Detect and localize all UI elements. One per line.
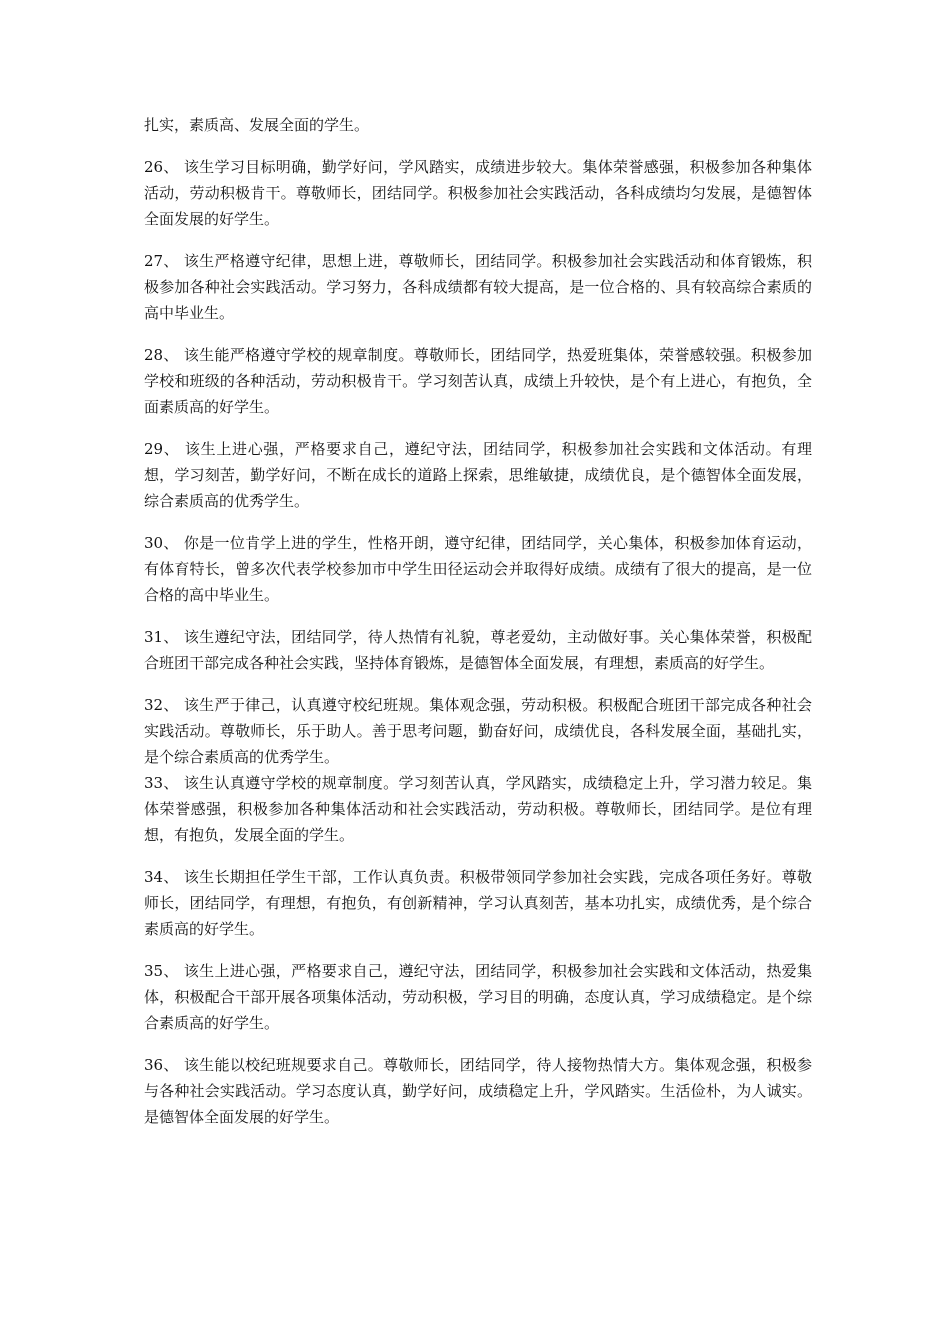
paragraph-34: 34、 该生长期担任学生干部，工作认真负责。积极带领同学参加社会实践，完成各项任务好。尊敬师长，团结同学，有理想，有抱负，有创新精神，学习认真刻苦，基本功扎实，成绩优秀，是个综合素质高的好学生。 [144,868,812,938]
paragraph-32: 32、 该生严于律己，认真遵守校纪班规。集体观念强，劳动积极。积极配合班团干部完成各种社会实践活动。尊敬师长，乐于助人。善于思考问题，勤奋好问，成绩优良，各科发展全面，基础扎实，是个综合素质高的优秀学生。 [144,696,812,766]
paragraph-36: 36、 该生能以校纪班规要求自己。尊敬师长，团结同学，待人接物热情大方。集体观念强，积极参与各种社会实践活动。学习态度认真，勤学好问，成绩稳定上升，学风踏实。生活俭朴，为人诚实。是德智体全面发展的好学生。 [144,1056,812,1126]
paragraph-29: 29、 该生上进心强，严格要求自己，遵纪守法，团结同学，积极参加社会实践和文体活动。有理想，学习刻苦，勤学好问，不断在成长的道路上探索，思维敏捷，成绩优良，是个德智体全面发展，综合素质高的优秀学生。 [144,440,812,510]
paragraph-30: 30、 你是一位肯学上进的学生，性格开朗，遵守纪律，团结同学，关心集体，积极参加体育运动，有体育特长，曾多次代表学校参加市中学生田径运动会并取得好成绩。成绩有了很大的提高，是一位合格的高中毕业生。 [144,534,812,604]
document-page [144,112,812,1130]
paragraph-26: 26、 该生学习目标明确，勤学好问，学风踏实，成绩进步较大。集体荣誉感强，积极参加各种集体活动，劳动积极肯干。尊敬师长，团结同学。积极参加社会实践活动，各科成绩均匀发展，是德智体全面发展的好学生。 [144,158,812,228]
paragraph-continuation: 扎实，素质高、发展全面的学生。 [144,116,370,134]
paragraph-31: 31、 该生遵纪守法，团结同学，待人热情有礼貌，尊老爱幼，主动做好事。关心集体荣誉，积极配合班团干部完成各种社会实践，坚持体育锻炼，是德智体全面发展，有理想，素质高的好学生。 [144,628,812,672]
paragraph-33: 33、 该生认真遵守学校的规章制度。学习刻苦认真，学风踏实，成绩稳定上升，学习潜力较足。集体荣誉感强，积极参加各种集体活动和社会实践活动，劳动积极。尊敬师长，团结同学。是位有理想，有抱负，发展全面的学生。 [144,774,812,844]
paragraph-28: 28、 该生能严格遵守学校的规章制度。尊敬师长，团结同学，热爱班集体，荣誉感较强。积极参加学校和班级的各种活动，劳动积极肯干。学习刻苦认真，成绩上升较快，是个有上进心，有抱负，全面素质高的好学生。 [144,346,812,416]
paragraph-27: 27、 该生严格遵守纪律，思想上进，尊敬师长，团结同学。积极参加社会实践活动和体育锻炼，积极参加各种社会实践活动。学习努力，各科成绩都有较大提高，是一位合格的、具有较高综合素质的高中毕业生。 [144,252,812,322]
paragraph-35: 35、 该生上进心强，严格要求自己，遵纪守法，团结同学，积极参加社会实践和文体活动，热爱集体，积极配合干部开展各项集体活动，劳动积极，学习目的明确，态度认真，学习成绩稳定。是个综合素质高的好学生。 [144,962,812,1032]
